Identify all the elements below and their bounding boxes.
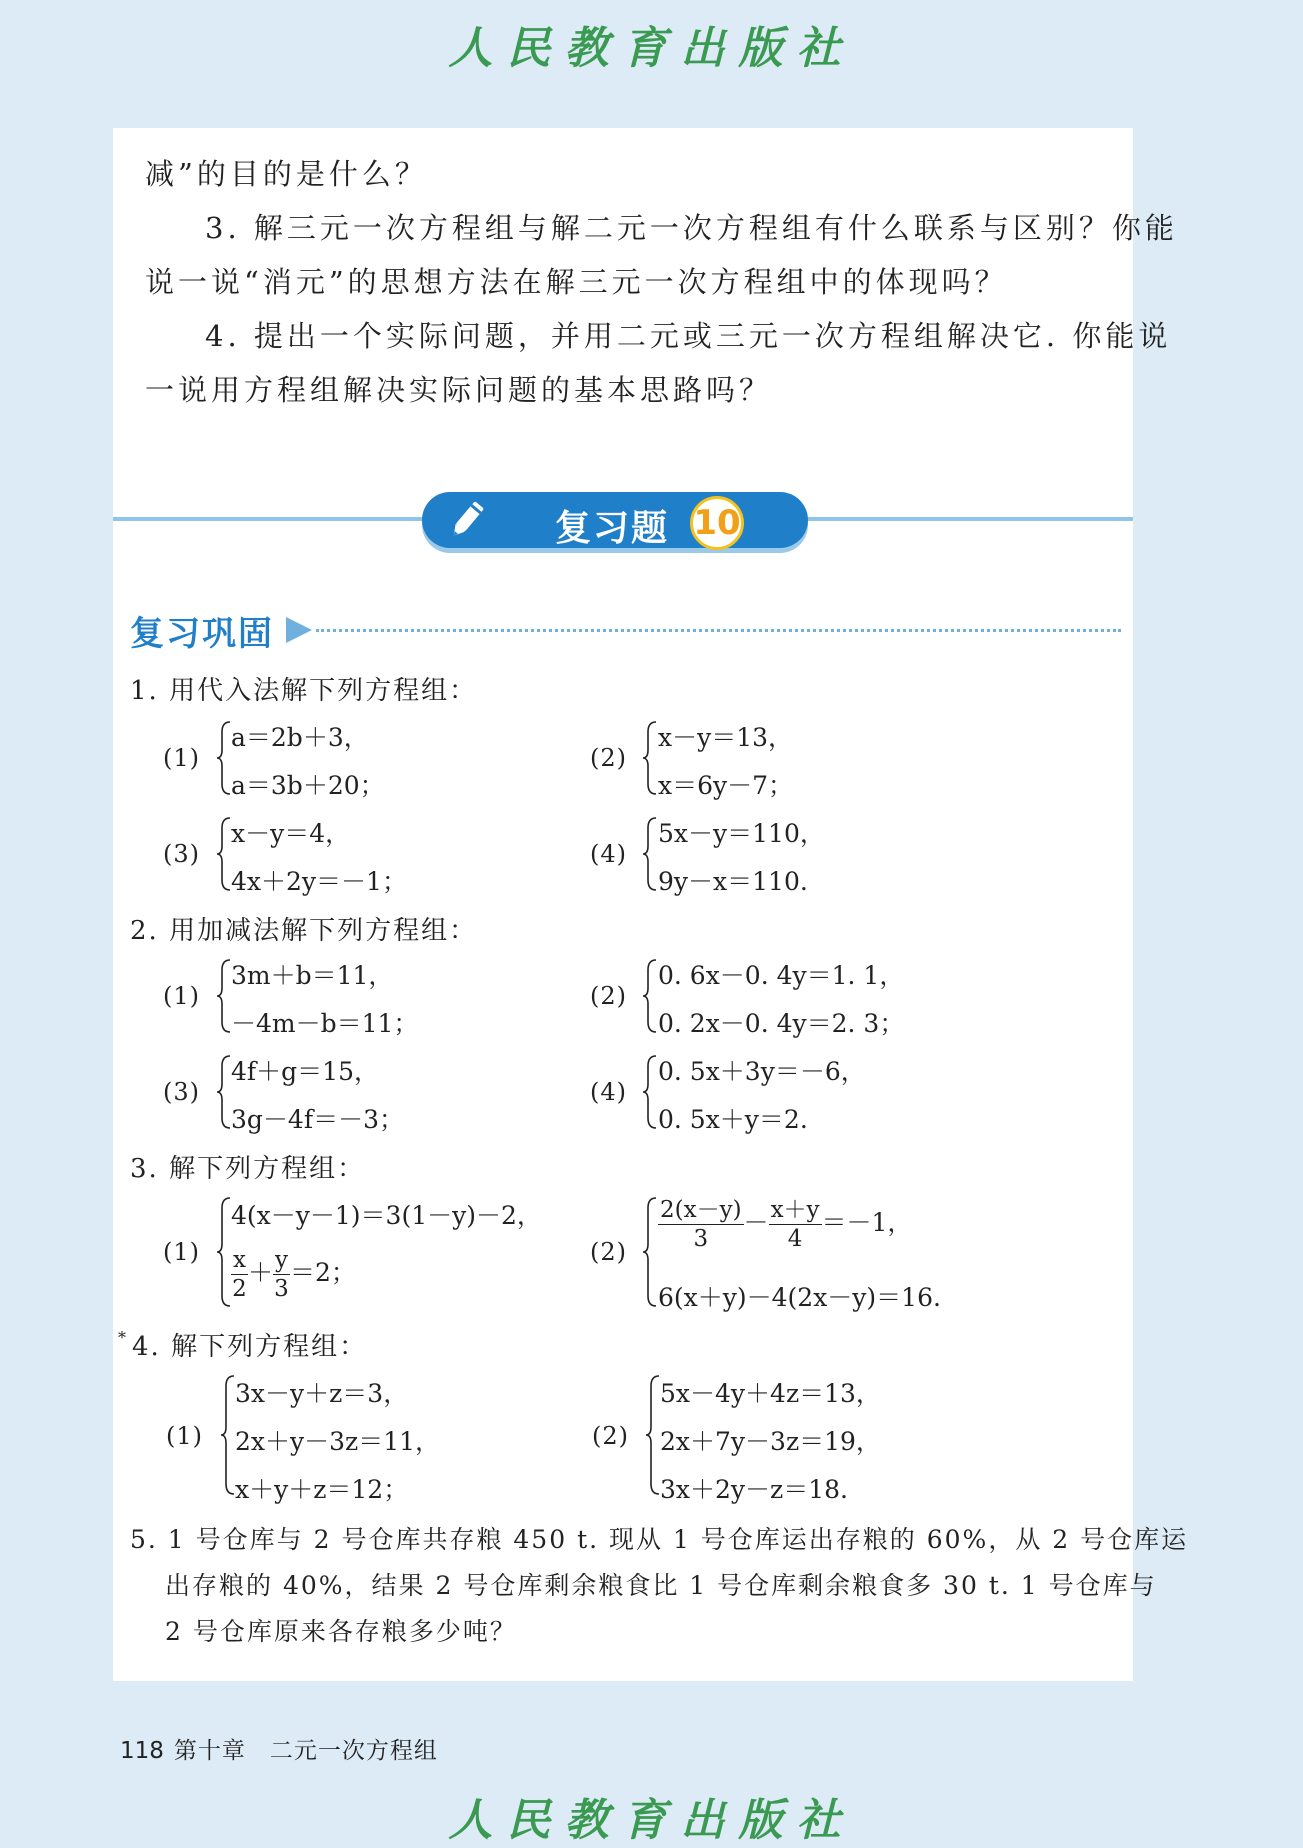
brace-icon — [216, 816, 232, 892]
q1-item3-eq1: x－y＝4， — [231, 819, 351, 848]
brace-icon — [216, 720, 232, 796]
page-number: 118 — [120, 1738, 164, 1764]
q4-stem: 4. 解下列方程组： — [132, 1332, 368, 1362]
brace-icon — [642, 958, 658, 1034]
q5-line-3: 2 号仓库原来各存粮多少吨？ — [165, 1617, 517, 1646]
q4-item2-eq1: 5x－4y＋4z＝13， — [660, 1379, 881, 1408]
brace-icon — [216, 958, 232, 1034]
reflection-line-1: 减”的目的是什么？ — [145, 157, 428, 191]
q1-item3-eq2: 4x＋2y＝－1； — [231, 867, 407, 896]
review-banner — [422, 492, 808, 548]
reflection-q3-line-2: 说一说“消元”的思想方法在解三元一次方程组中的体现吗？ — [145, 265, 1008, 299]
fraction-2xy-over-3: $\frac{2(x-y)}{3}$ — [660, 1197, 742, 1252]
fraction-xy-over-4: $\frac{x+y}{4}$ — [770, 1197, 820, 1252]
q3-item1-eq2: $\frac{x}{2}$ ＋ $\frac{y}{3}$ ＝2； — [232, 1247, 356, 1302]
q5-line-2: 出存粮的 40%，结果 2 号仓库剩余粮食比 1 号仓库剩余粮食多 30 t. 1 号仓库与 — [165, 1571, 1157, 1600]
q2-item2-eq2: 0. 2x－0. 4y＝2. 3； — [658, 1009, 905, 1038]
q1-item1-eq1: a＝2b＋3， — [231, 723, 369, 752]
reflection-q4-line-2: 一说用方程组解决实际问题的基本思路吗？ — [145, 373, 773, 407]
q4-item1-eq2: 2x＋y－3z＝11， — [235, 1427, 441, 1456]
banner-rule-right — [802, 517, 1133, 521]
banner-number-badge: 10 — [690, 496, 744, 550]
pencil-icon — [444, 500, 488, 542]
q3-item2-eq1: $\frac{2(x-y)}{3}$ － $\frac{x+y}{4}$ ＝－1， — [660, 1197, 913, 1252]
fraction-x-over-2: $\frac{x}{2}$ — [232, 1247, 247, 1302]
chapter-title: 第十章 二元一次方程组 — [173, 1738, 438, 1764]
q3-item1-label: (1) — [163, 1238, 200, 1266]
q2-item4-eq1: 0. 5x＋3y＝－6， — [658, 1057, 866, 1086]
q1-item1-eq2: a＝3b＋20； — [231, 771, 385, 800]
q4-item1-eq1: 3x－y＋z＝3， — [235, 1379, 409, 1408]
q2-item2-label: (2) — [590, 982, 627, 1010]
fraction-y-over-3: $\frac{y}{3}$ — [274, 1247, 289, 1302]
q3-item2-label: (2) — [590, 1238, 627, 1266]
q1-item4-label: (4) — [590, 840, 627, 868]
brace-icon — [216, 1054, 232, 1130]
q1-item1-label: (1) — [163, 744, 200, 772]
q2-item3-eq2: 3g－4f＝－3； — [231, 1105, 404, 1134]
q3-item2-eq2: 6(x＋y)－4(2x－y)＝16. — [658, 1283, 941, 1312]
brace-icon — [642, 1054, 658, 1130]
q4-item1-label: (1) — [166, 1422, 203, 1450]
brace-icon — [645, 1374, 661, 1496]
section-divider — [316, 629, 1121, 632]
q5-line-1: 5. 1 号仓库与 2 号仓库共存粮 450 t. 现从 1 号仓库运出存粮的 60%，从 2 号仓库运 — [130, 1525, 1189, 1554]
triangle-arrow-icon — [284, 615, 314, 645]
q2-item3-eq1: 4f＋g＝15， — [231, 1057, 379, 1086]
publisher-brand-top: 人民教育出版社 — [448, 23, 855, 74]
brace-icon — [642, 1196, 658, 1308]
q1-item2-label: (2) — [590, 744, 627, 772]
q4-item1-eq3: x＋y＋z＝12； — [235, 1475, 409, 1504]
q2-stem: 2. 用加减法解下列方程组： — [130, 916, 478, 946]
q4-item2-label: (2) — [592, 1422, 629, 1450]
q1-item2-eq1: x－y＝13， — [658, 723, 794, 752]
q1-item3-label: (3) — [163, 840, 200, 868]
q4-item2-eq3: 3x＋2y－z＝18. — [660, 1475, 848, 1504]
q1-stem: 1. 用代入法解下列方程组： — [130, 676, 478, 706]
optional-star: * — [118, 1328, 126, 1347]
publisher-brand-bottom: 人民教育出版社 — [448, 1795, 855, 1846]
q2-item1-label: (1) — [163, 982, 200, 1010]
banner-title: 复习题 — [555, 508, 670, 549]
section-title: 复习巩固 — [130, 614, 274, 654]
brace-icon — [642, 720, 658, 796]
q1-item4-eq1: 5x－y＝110， — [658, 819, 825, 848]
q3-item1-eq1: 4(x－y－1)＝3(1－y)－2， — [231, 1201, 542, 1230]
q4-item2-eq2: 2x＋7y－3z＝19， — [660, 1427, 881, 1456]
brace-icon — [216, 1196, 232, 1308]
reflection-q4-line-1: 4. 提出一个实际问题，并用二元或三元一次方程组解决它. 你能说 — [205, 319, 1172, 353]
q3-stem: 3. 解下列方程组： — [130, 1154, 366, 1184]
page-footer — [120, 1732, 438, 1765]
q2-item4-label: (4) — [590, 1078, 627, 1106]
q2-item1-eq2: －4m－b＝11； — [231, 1009, 419, 1038]
q1-item4-eq2: 9y－x＝110. — [658, 867, 808, 896]
brace-icon — [642, 816, 658, 892]
q1-item2-eq2: x＝6y－7； — [658, 771, 794, 800]
reflection-q3-line-1: 3. 解三元一次方程组与解二元一次方程组有什么联系与区别？你能 — [205, 211, 1178, 245]
banner-rule-left — [113, 517, 428, 521]
q2-item4-eq2: 0. 5x＋y＝2. — [658, 1105, 808, 1134]
q2-item2-eq1: 0. 6x－0. 4y＝1. 1， — [658, 961, 905, 990]
q2-item1-eq1: 3m＋b＝11， — [231, 961, 394, 990]
q2-item3-label: (3) — [163, 1078, 200, 1106]
brace-icon — [220, 1374, 236, 1496]
